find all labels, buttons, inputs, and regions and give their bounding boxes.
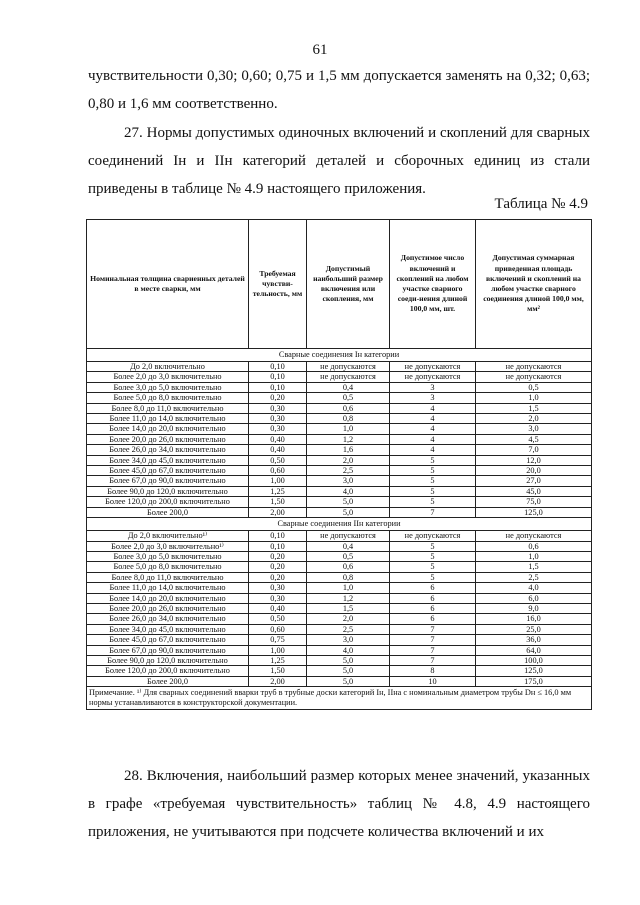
cell-max-size: 1,0 — [307, 583, 390, 593]
cell-count: не допускаются — [390, 372, 476, 382]
cell-max-size: 0,6 — [307, 562, 390, 572]
table-row — [87, 614, 592, 624]
table-row — [87, 635, 592, 645]
cell-thickness: Более 90,0 до 120,0 включительно — [87, 486, 249, 496]
cell-thickness: Более 5,0 до 8,0 включительно — [87, 562, 249, 572]
cell-total-area: 9,0 — [476, 603, 592, 613]
cell-max-size: 5,0 — [307, 497, 390, 507]
table-caption: Таблица № 4.9 — [494, 196, 588, 212]
cell-sensitivity: 2,00 — [249, 507, 307, 517]
cell-thickness: Более 8,0 до 11,0 включительно — [87, 403, 249, 413]
cell-max-size: 2,0 — [307, 455, 390, 465]
cell-max-size: 1,2 — [307, 593, 390, 603]
cell-total-area: 3,0 — [476, 424, 592, 434]
cell-sensitivity: 1,25 — [249, 486, 307, 496]
cell-count: 7 — [390, 507, 476, 517]
cell-total-area: 4,0 — [476, 583, 592, 593]
section-2-title-row — [87, 518, 592, 531]
cell-thickness: Более 34,0 до 45,0 включительно — [87, 624, 249, 634]
cell-count: 3 — [390, 382, 476, 392]
cell-thickness: Более 11,0 до 14,0 включительно — [87, 414, 249, 424]
page-number: 61 — [312, 42, 328, 58]
cell-count: 5 — [390, 497, 476, 507]
cell-sensitivity: 0,40 — [249, 434, 307, 444]
header-count: Допустимое число включений и скоплений на любом участке сварного соеди-нения длиной 100,0 мм, шт. — [390, 220, 476, 349]
section-1-title: Сварные соединения Iн категории — [87, 349, 592, 362]
cell-sensitivity: 0,10 — [249, 362, 307, 372]
table-row — [87, 562, 592, 572]
cell-count: 5 — [390, 486, 476, 496]
cell-max-size: 5,0 — [307, 507, 390, 517]
cell-count: 5 — [390, 466, 476, 476]
cell-thickness: Более 11,0 до 14,0 включительно — [87, 583, 249, 593]
cell-total-area: 1,5 — [476, 403, 592, 413]
cell-sensitivity: 0,75 — [249, 635, 307, 645]
cell-thickness: Более 20,0 до 26,0 включительно — [87, 434, 249, 444]
cell-max-size: 2,5 — [307, 624, 390, 634]
cell-max-size: 3,0 — [307, 635, 390, 645]
norms-table-container — [86, 219, 591, 710]
cell-sensitivity: 0,20 — [249, 562, 307, 572]
cell-total-area: 45,0 — [476, 486, 592, 496]
cell-sensitivity: 0,60 — [249, 466, 307, 476]
paragraph-28: 28. Включения, наибольший размер которых менее значений, указанных в графе «требуемая чувствительность» таблиц № 4.8, 4.9 настоящего приложения, не учитываются при подсчете количества включений и их — [88, 768, 590, 840]
cell-thickness: Более 2,0 до 3,0 включительно — [87, 372, 249, 382]
cell-count: 4 — [390, 414, 476, 424]
cell-sensitivity: 0,10 — [249, 541, 307, 551]
cell-thickness: Более 45,0 до 67,0 включительно — [87, 466, 249, 476]
cell-max-size: 4,0 — [307, 645, 390, 655]
cell-total-area: 2,5 — [476, 572, 592, 582]
cell-max-size: 0,6 — [307, 403, 390, 413]
cell-count: 6 — [390, 603, 476, 613]
cell-max-size: 5,0 — [307, 676, 390, 686]
cell-sensitivity: 0,10 — [249, 531, 307, 541]
cell-thickness: Более 120,0 до 200,0 включительно — [87, 497, 249, 507]
cell-count: 5 — [390, 562, 476, 572]
cell-thickness: Более 3,0 до 5,0 включительно — [87, 382, 249, 392]
cell-count: 8 — [390, 666, 476, 676]
cell-count: 6 — [390, 583, 476, 593]
cell-total-area: 36,0 — [476, 635, 592, 645]
cell-total-area: 100,0 — [476, 655, 592, 665]
cell-sensitivity: 0,50 — [249, 455, 307, 465]
table-row — [87, 445, 592, 455]
cell-max-size: 1,2 — [307, 434, 390, 444]
cell-sensitivity: 0,20 — [249, 393, 307, 403]
cell-count: 5 — [390, 551, 476, 561]
cell-total-area: 1,0 — [476, 393, 592, 403]
table-row — [87, 455, 592, 465]
cell-total-area: 0,5 — [476, 382, 592, 392]
cell-count: 5 — [390, 476, 476, 486]
cell-thickness: Более 2,0 до 3,0 включительно¹⁾ — [87, 541, 249, 551]
table-row — [87, 666, 592, 676]
cell-total-area: не допускаются — [476, 531, 592, 541]
cell-sensitivity: 1,50 — [249, 666, 307, 676]
cell-sensitivity: 0,20 — [249, 551, 307, 561]
cell-max-size: 2,5 — [307, 466, 390, 476]
cell-sensitivity: 0,10 — [249, 372, 307, 382]
cell-total-area: 6,0 — [476, 593, 592, 603]
cell-sensitivity: 0,50 — [249, 614, 307, 624]
cell-count: 10 — [390, 676, 476, 686]
cell-count: 7 — [390, 645, 476, 655]
cell-thickness: Более 34,0 до 45,0 включительно — [87, 455, 249, 465]
cell-max-size: не допускаются — [307, 531, 390, 541]
cell-total-area: 27,0 — [476, 476, 592, 486]
table-row — [87, 572, 592, 582]
cell-max-size: 4,0 — [307, 486, 390, 496]
table-row — [87, 362, 592, 372]
table-header-row — [87, 220, 592, 349]
cell-sensitivity: 0,10 — [249, 382, 307, 392]
cell-total-area: 4,5 — [476, 434, 592, 444]
cell-thickness: Более 200,0 — [87, 507, 249, 517]
table-row — [87, 603, 592, 613]
cell-sensitivity: 1,25 — [249, 655, 307, 665]
cell-thickness: Более 120,0 до 200,0 включительно — [87, 666, 249, 676]
section-2-title: Сварные соединения IIн категории — [87, 518, 592, 531]
table-row — [87, 372, 592, 382]
cell-total-area: 7,0 — [476, 445, 592, 455]
paragraph-27: 27. Нормы допустимых одиночных включений и скоплений для сварных соединений Iн и IIн категорий деталей и сборочных единиц из стали приведены в таблице № 4.9 настоящего приложения. — [88, 125, 590, 197]
cell-count: 4 — [390, 403, 476, 413]
cell-thickness: Более 67,0 до 90,0 включительно — [87, 645, 249, 655]
cell-sensitivity: 0,30 — [249, 593, 307, 603]
cell-max-size: 0,4 — [307, 382, 390, 392]
cell-max-size: 3,0 — [307, 476, 390, 486]
cell-count: 7 — [390, 635, 476, 645]
cell-thickness: До 2,0 включительно¹⁾ — [87, 531, 249, 541]
cell-sensitivity: 0,30 — [249, 424, 307, 434]
cell-total-area: 125,0 — [476, 666, 592, 676]
table-row — [87, 476, 592, 486]
cell-sensitivity: 0,40 — [249, 603, 307, 613]
cell-thickness: Более 200,0 — [87, 676, 249, 686]
cell-count: 5 — [390, 541, 476, 551]
cell-max-size: 0,8 — [307, 572, 390, 582]
cell-total-area: 1,5 — [476, 562, 592, 572]
cell-count: 7 — [390, 624, 476, 634]
cell-sensitivity: 0,30 — [249, 403, 307, 413]
cell-count: 3 — [390, 393, 476, 403]
table-row — [87, 403, 592, 413]
cell-thickness: Более 5,0 до 8,0 включительно — [87, 393, 249, 403]
cell-total-area: 12,0 — [476, 455, 592, 465]
cell-sensitivity: 1,00 — [249, 476, 307, 486]
cell-sensitivity: 1,00 — [249, 645, 307, 655]
cell-count: 7 — [390, 655, 476, 665]
cell-total-area: 1,0 — [476, 551, 592, 561]
header-total-area: Допустимая суммарная приведенная площадь включений и скоплений на любом участке сварного соединения длиной 100,0 мм, мм² — [476, 220, 592, 349]
cell-total-area: 25,0 — [476, 624, 592, 634]
cell-total-area: 20,0 — [476, 466, 592, 476]
cell-thickness: Более 90,0 до 120,0 включительно — [87, 655, 249, 665]
header-thickness: Номинальная толщина свариенных деталей в месте сварки, мм — [87, 220, 249, 349]
cell-count: 6 — [390, 593, 476, 603]
cell-count: 5 — [390, 572, 476, 582]
table-row — [87, 424, 592, 434]
cell-thickness: До 2,0 включительно — [87, 362, 249, 372]
cell-total-area: не допускаются — [476, 372, 592, 382]
table-row — [87, 551, 592, 561]
cell-thickness: Более 8,0 до 11,0 включительно — [87, 572, 249, 582]
cell-thickness: Более 67,0 до 90,0 включительно — [87, 476, 249, 486]
cell-max-size: 1,0 — [307, 424, 390, 434]
cell-thickness: Более 14,0 до 20,0 включительно — [87, 593, 249, 603]
cell-thickness: Более 3,0 до 5,0 включительно — [87, 551, 249, 561]
table-row — [87, 676, 592, 686]
table-row — [87, 497, 592, 507]
table-row — [87, 466, 592, 476]
cell-max-size: 1,5 — [307, 603, 390, 613]
table-row — [87, 624, 592, 634]
cell-sensitivity: 0,30 — [249, 583, 307, 593]
header-sensitivity: Требуемая чувстви-тельность, мм — [249, 220, 307, 349]
table-row — [87, 393, 592, 403]
table-row — [87, 507, 592, 517]
cell-total-area: 2,0 — [476, 414, 592, 424]
section-1-title-row — [87, 349, 592, 362]
cell-total-area: не допускаются — [476, 362, 592, 372]
header-max-size: Допустимый наибольший размер включения или скопления, мм — [307, 220, 390, 349]
cell-count: 4 — [390, 445, 476, 455]
cell-total-area: 0,6 — [476, 541, 592, 551]
cell-thickness: Более 14,0 до 20,0 включительно — [87, 424, 249, 434]
cell-max-size: 2,0 — [307, 614, 390, 624]
table-row — [87, 531, 592, 541]
cell-total-area: 75,0 — [476, 497, 592, 507]
cell-max-size: 0,5 — [307, 393, 390, 403]
cell-max-size: 1,6 — [307, 445, 390, 455]
table-row — [87, 486, 592, 496]
cell-sensitivity: 2,00 — [249, 676, 307, 686]
cell-total-area: 125,0 — [476, 507, 592, 517]
paragraph-continuation: чувствительности 0,30; 0,60; 0,75 и 1,5 мм допускается заменять на 0,32; 0,63; 0,80 и 1,6 мм соответственно. — [88, 68, 590, 112]
cell-max-size: 5,0 — [307, 655, 390, 665]
cell-sensitivity: 0,20 — [249, 572, 307, 582]
cell-sensitivity: 1,50 — [249, 497, 307, 507]
table-row — [87, 655, 592, 665]
table-row — [87, 583, 592, 593]
norms-table — [86, 219, 592, 710]
cell-thickness: Более 26,0 до 34,0 включительно — [87, 614, 249, 624]
cell-sensitivity: 0,30 — [249, 414, 307, 424]
cell-count: 5 — [390, 455, 476, 465]
cell-count: не допускаются — [390, 531, 476, 541]
cell-total-area: 175,0 — [476, 676, 592, 686]
cell-max-size: не допускаются — [307, 362, 390, 372]
cell-thickness: Более 26,0 до 34,0 включительно — [87, 445, 249, 455]
table-note-row — [87, 687, 592, 710]
table-row — [87, 645, 592, 655]
table-row — [87, 414, 592, 424]
cell-max-size: 0,4 — [307, 541, 390, 551]
cell-sensitivity: 0,40 — [249, 445, 307, 455]
cell-count: не допускаются — [390, 362, 476, 372]
table-row — [87, 434, 592, 444]
cell-max-size: 5,0 — [307, 666, 390, 676]
cell-thickness: Более 20,0 до 26,0 включительно — [87, 603, 249, 613]
cell-total-area: 64,0 — [476, 645, 592, 655]
cell-max-size: 0,5 — [307, 551, 390, 561]
cell-max-size: не допускаются — [307, 372, 390, 382]
table-row — [87, 541, 592, 551]
table-row — [87, 593, 592, 603]
cell-max-size: 0,8 — [307, 414, 390, 424]
cell-sensitivity: 0,60 — [249, 624, 307, 634]
cell-thickness: Более 45,0 до 67,0 включительно — [87, 635, 249, 645]
table-note: Примечание. ¹⁾ Для сварных соединений вварки труб в трубные доски категорий Iн, IIна с номинальным диаметром трубы Dн ≤ 16,0 мм нормы устанавливаются в конструкторской документации. — [87, 687, 592, 710]
cell-count: 6 — [390, 614, 476, 624]
cell-total-area: 16,0 — [476, 614, 592, 624]
cell-count: 4 — [390, 424, 476, 434]
cell-count: 4 — [390, 434, 476, 444]
table-row — [87, 382, 592, 392]
